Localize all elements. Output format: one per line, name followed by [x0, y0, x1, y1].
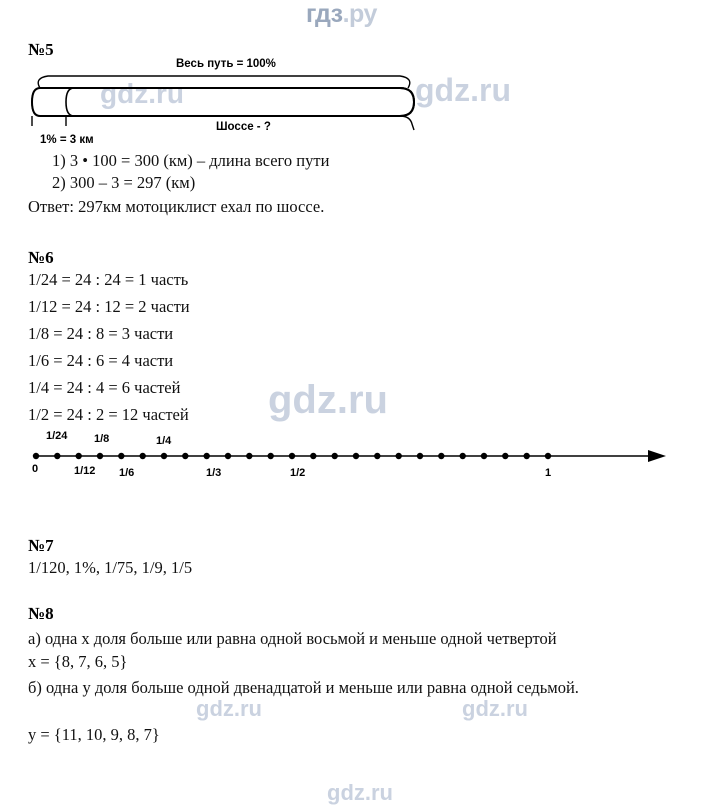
- whole-route-bar: [32, 88, 414, 116]
- task8-part-a: а) одна x доля больше или равна одной восьмой и меньше одной четвертой: [28, 629, 557, 648]
- site-logo-suffix: .ру: [342, 0, 377, 28]
- route-percentage-diagram: [28, 58, 448, 146]
- numberline-label-above-1: 1/24: [46, 430, 68, 442]
- diagram-top-label: Весь путь = 100%: [176, 58, 276, 70]
- task6-line-1: 1/24 = 24 : 24 = 1 часть: [28, 270, 189, 289]
- diagram-left-label: 1% = 3 км: [40, 134, 94, 146]
- numberline-label-below-5: 1: [545, 467, 552, 479]
- task8-part-b-set: y = {11, 10, 9, 8, 7}: [28, 725, 160, 744]
- task6-line-3: 1/8 = 24 : 8 = 3 части: [28, 324, 174, 343]
- site-logo-main: гдз: [306, 0, 343, 28]
- task6-line-4: 1/6 = 24 : 6 = 4 части: [28, 351, 174, 370]
- watermark: gdz.ru: [462, 696, 528, 721]
- number-line-diagram: [28, 430, 678, 490]
- task-number-6: №6: [28, 248, 54, 267]
- task7-answer: 1/120, 1%, 1/75, 1/9, 1/5: [28, 558, 193, 577]
- task-number-7: №7: [28, 536, 54, 555]
- task8-part-a-set: x = {8, 7, 6, 5}: [28, 652, 128, 671]
- numberline-label-above-2: 1/8: [94, 433, 110, 445]
- watermark: gdz.ru: [100, 78, 184, 109]
- numberline-label-below-3: 1/3: [206, 467, 222, 479]
- one-percent-segment: [32, 88, 74, 116]
- numberline-label-below-4: 1/2: [290, 467, 306, 479]
- task-number-5: №5: [28, 40, 54, 59]
- task-number-8: №8: [28, 604, 54, 623]
- numberline-label-below-1: 1/12: [74, 465, 96, 477]
- task6-line-5: 1/4 = 24 : 4 = 6 частей: [28, 378, 181, 397]
- numberline-label-above-3: 1/4: [156, 435, 172, 447]
- watermark: gdz.ru: [268, 378, 388, 422]
- task6-line-6: 1/2 = 24 : 2 = 12 частей: [28, 405, 189, 424]
- numberline-label-below-2: 1/6: [119, 467, 135, 479]
- task5-step-2: 2) 300 – 3 = 297 (км): [52, 173, 196, 192]
- task5-answer: Ответ: 297км мотоциклист ехал по шоссе.: [28, 197, 325, 216]
- watermark: gdz.ru: [196, 696, 262, 721]
- watermark: gdz.ru: [327, 780, 393, 805]
- bar-right-cap: [400, 88, 414, 116]
- site-logo-watermark: [306, 0, 377, 29]
- watermark: gdz.ru: [415, 72, 511, 108]
- top-brace: [38, 76, 410, 88]
- axis-arrow: [648, 450, 666, 462]
- task8-part-b: б) одна y доля больше одной двенадцатой и меньше или равна одной седьмой.: [28, 678, 579, 697]
- diagram-bottom-label: Шоссе - ?: [216, 121, 271, 133]
- task5-step-1: 1) 3 • 100 = 300 (км) – длина всего пути: [52, 151, 330, 170]
- task6-line-2: 1/12 = 24 : 12 = 2 части: [28, 297, 190, 316]
- number-line-svg: [28, 430, 678, 490]
- numberline-label-below-0: 0: [32, 463, 39, 475]
